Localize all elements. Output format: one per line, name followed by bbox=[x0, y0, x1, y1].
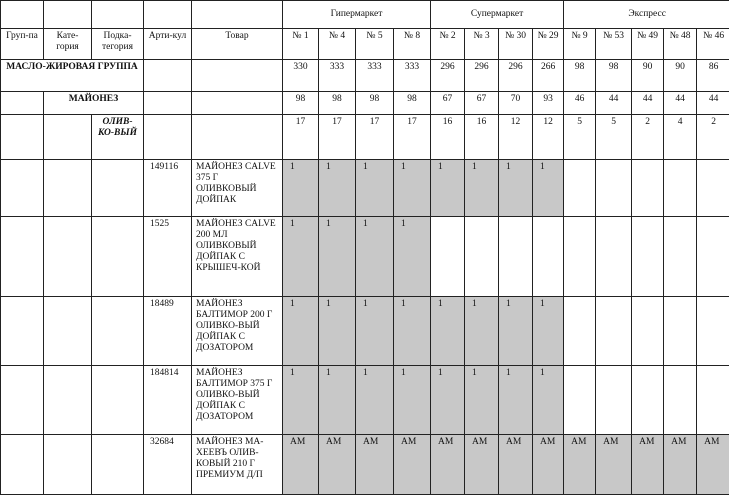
summary-label-category: МАЙОНЕЗ bbox=[44, 92, 144, 115]
empty-cell bbox=[92, 435, 144, 495]
value-cell: 266 bbox=[533, 60, 564, 92]
product-row bbox=[1, 366, 729, 435]
value-cell: 90 bbox=[632, 60, 664, 92]
value-cell: 1 bbox=[431, 160, 465, 217]
value-cell: 44 bbox=[664, 92, 697, 115]
value-cell: 1 bbox=[533, 297, 564, 366]
product-row bbox=[1, 217, 729, 297]
empty-cell bbox=[1, 366, 44, 435]
value-cell: АМ bbox=[394, 435, 431, 495]
header-empty-cell bbox=[1, 1, 44, 29]
value-cell: 86 bbox=[697, 60, 729, 92]
empty-cell bbox=[144, 60, 192, 92]
empty-cell bbox=[92, 366, 144, 435]
empty-cell bbox=[1, 115, 44, 160]
value-cell: 296 bbox=[465, 60, 499, 92]
value-cell bbox=[697, 366, 729, 435]
value-cell: АМ bbox=[632, 435, 664, 495]
value-cell: 17 bbox=[283, 115, 319, 160]
value-cell: 93 bbox=[533, 92, 564, 115]
value-cell: 44 bbox=[697, 92, 729, 115]
value-cell: 17 bbox=[319, 115, 356, 160]
value-cell: 1 bbox=[499, 366, 533, 435]
value-cell: 67 bbox=[465, 92, 499, 115]
value-cell bbox=[697, 297, 729, 366]
col-header-category: Кате-гория bbox=[44, 29, 92, 60]
product-row bbox=[1, 297, 729, 366]
value-cell: 12 bbox=[533, 115, 564, 160]
value-cell: 1 bbox=[465, 297, 499, 366]
value-cell bbox=[564, 217, 596, 297]
value-cell: 330 bbox=[283, 60, 319, 92]
value-cell: 1 bbox=[283, 366, 319, 435]
value-cell: 1 bbox=[431, 297, 465, 366]
value-cell: 1 bbox=[394, 366, 431, 435]
value-cell: 1 bbox=[356, 160, 394, 217]
value-cell bbox=[632, 217, 664, 297]
summary-row-olive bbox=[1, 115, 729, 160]
product-row bbox=[1, 160, 729, 217]
value-cell bbox=[664, 160, 697, 217]
store-header: № 49 bbox=[632, 29, 664, 60]
value-cell: 1 bbox=[394, 217, 431, 297]
value-cell: 1 bbox=[356, 366, 394, 435]
value-cell: 1 bbox=[356, 297, 394, 366]
store-header: № 4 bbox=[319, 29, 356, 60]
value-cell: 98 bbox=[564, 60, 596, 92]
empty-cell bbox=[1, 160, 44, 217]
value-cell: 46 bbox=[564, 92, 596, 115]
col-header-group: Груп-па bbox=[1, 29, 44, 60]
col-header-product: Товар bbox=[192, 29, 283, 60]
value-cell bbox=[564, 366, 596, 435]
value-cell: АМ bbox=[596, 435, 632, 495]
value-cell: 1 bbox=[394, 297, 431, 366]
value-cell: 1 bbox=[533, 160, 564, 217]
value-cell bbox=[664, 297, 697, 366]
value-cell: 333 bbox=[356, 60, 394, 92]
product-name-cell: МАЙОНЕЗ CALVE 200 МЛ ОЛИВКОВЫЙ ДОЙПАК С КРЫШЕЧ-КОЙ bbox=[192, 217, 283, 297]
empty-cell bbox=[1, 217, 44, 297]
empty-cell bbox=[44, 217, 92, 297]
value-cell: 5 bbox=[596, 115, 632, 160]
empty-cell bbox=[144, 115, 192, 160]
value-cell: АМ bbox=[564, 435, 596, 495]
header-empty-cell bbox=[92, 1, 144, 29]
value-cell: 2 bbox=[697, 115, 729, 160]
article-cell: 18489 bbox=[144, 297, 192, 366]
empty-cell bbox=[192, 92, 283, 115]
value-cell: 1 bbox=[499, 160, 533, 217]
empty-cell bbox=[1, 297, 44, 366]
value-cell: 12 bbox=[499, 115, 533, 160]
value-cell bbox=[632, 297, 664, 366]
value-cell: 1 bbox=[319, 297, 356, 366]
product-row bbox=[1, 435, 729, 495]
value-cell bbox=[465, 217, 499, 297]
store-header: № 3 bbox=[465, 29, 499, 60]
empty-cell bbox=[192, 60, 283, 92]
article-cell: 184814 bbox=[144, 366, 192, 435]
value-cell bbox=[564, 160, 596, 217]
empty-cell bbox=[92, 297, 144, 366]
empty-cell bbox=[1, 92, 44, 115]
product-name-cell: МАЙОНЕЗ МА-ХЕЕВЪ ОЛИВ-КОВЫЙ 210 Г ПРЕМИУМ Д/П bbox=[192, 435, 283, 495]
value-cell: 98 bbox=[319, 92, 356, 115]
value-cell bbox=[632, 366, 664, 435]
value-cell: 1 bbox=[319, 366, 356, 435]
summary-row-mayonnaise bbox=[1, 92, 729, 115]
value-cell: 1 bbox=[319, 217, 356, 297]
value-cell: 1 bbox=[394, 160, 431, 217]
supermarket-header: Супермаркет bbox=[431, 1, 564, 29]
value-cell: 1 bbox=[283, 217, 319, 297]
value-cell: 1 bbox=[465, 160, 499, 217]
article-cell: 149116 bbox=[144, 160, 192, 217]
value-cell: 2 bbox=[632, 115, 664, 160]
value-cell bbox=[533, 217, 564, 297]
value-cell: АМ bbox=[319, 435, 356, 495]
empty-cell bbox=[92, 160, 144, 217]
value-cell: 5 bbox=[564, 115, 596, 160]
express-header: Экспресс bbox=[564, 1, 729, 29]
header-row-columns bbox=[1, 29, 729, 60]
value-cell: 98 bbox=[356, 92, 394, 115]
value-cell: АМ bbox=[283, 435, 319, 495]
article-cell: 1525 bbox=[144, 217, 192, 297]
value-cell: АМ bbox=[697, 435, 729, 495]
value-cell bbox=[697, 217, 729, 297]
value-cell: АМ bbox=[431, 435, 465, 495]
empty-cell bbox=[92, 217, 144, 297]
empty-cell bbox=[44, 115, 92, 160]
store-header: № 53 bbox=[596, 29, 632, 60]
empty-cell bbox=[44, 366, 92, 435]
value-cell: 17 bbox=[356, 115, 394, 160]
store-header: № 2 bbox=[431, 29, 465, 60]
value-cell: АМ bbox=[533, 435, 564, 495]
store-header: № 29 bbox=[533, 29, 564, 60]
header-empty-cell bbox=[192, 1, 283, 29]
value-cell: 333 bbox=[394, 60, 431, 92]
value-cell: 98 bbox=[394, 92, 431, 115]
value-cell: АМ bbox=[356, 435, 394, 495]
hypermarket-header: Гипермаркет bbox=[283, 1, 431, 29]
store-header: № 48 bbox=[664, 29, 697, 60]
header-row-groups bbox=[1, 1, 729, 29]
value-cell: 1 bbox=[319, 160, 356, 217]
value-cell: АМ bbox=[465, 435, 499, 495]
value-cell: 98 bbox=[283, 92, 319, 115]
value-cell bbox=[596, 297, 632, 366]
summary-row-oil-fat bbox=[1, 60, 729, 92]
header-empty-cell bbox=[144, 1, 192, 29]
value-cell: 67 bbox=[431, 92, 465, 115]
value-cell: 16 bbox=[431, 115, 465, 160]
value-cell: 1 bbox=[499, 297, 533, 366]
empty-cell bbox=[192, 115, 283, 160]
value-cell: 98 bbox=[596, 60, 632, 92]
value-cell: 1 bbox=[533, 366, 564, 435]
value-cell: 4 bbox=[664, 115, 697, 160]
store-header: № 9 bbox=[564, 29, 596, 60]
value-cell bbox=[499, 217, 533, 297]
value-cell: 1 bbox=[465, 366, 499, 435]
value-cell: 296 bbox=[499, 60, 533, 92]
summary-label-subcategory: ОЛИВ-КО-ВЫЙ bbox=[92, 115, 144, 160]
empty-cell bbox=[144, 92, 192, 115]
value-cell bbox=[431, 217, 465, 297]
header-empty-cell bbox=[44, 1, 92, 29]
value-cell: АМ bbox=[664, 435, 697, 495]
value-cell bbox=[596, 366, 632, 435]
store-header: № 5 bbox=[356, 29, 394, 60]
value-cell bbox=[664, 217, 697, 297]
product-name-cell: МАЙОНЕЗ CALVE 375 Г ОЛИВКОВЫЙ ДОЙПАК bbox=[192, 160, 283, 217]
value-cell: 90 bbox=[664, 60, 697, 92]
store-header: № 1 bbox=[283, 29, 319, 60]
value-cell: 70 bbox=[499, 92, 533, 115]
store-header: № 8 bbox=[394, 29, 431, 60]
value-cell bbox=[697, 160, 729, 217]
store-header: № 46 bbox=[697, 29, 729, 60]
col-header-article: Арти-кул bbox=[144, 29, 192, 60]
empty-cell bbox=[44, 435, 92, 495]
value-cell: 1 bbox=[283, 160, 319, 217]
value-cell: 44 bbox=[596, 92, 632, 115]
value-cell: 296 bbox=[431, 60, 465, 92]
value-cell: 16 bbox=[465, 115, 499, 160]
empty-cell bbox=[44, 297, 92, 366]
value-cell: 1 bbox=[356, 217, 394, 297]
value-cell bbox=[664, 366, 697, 435]
value-cell: 1 bbox=[431, 366, 465, 435]
value-cell: 1 bbox=[283, 297, 319, 366]
value-cell bbox=[596, 160, 632, 217]
value-cell bbox=[632, 160, 664, 217]
value-cell: 333 bbox=[319, 60, 356, 92]
value-cell bbox=[564, 297, 596, 366]
product-name-cell: МАЙОНЕЗ БАЛТИМОР 200 Г ОЛИВКО-ВЫЙ ДОЙПАК С ДОЗАТОРОМ bbox=[192, 297, 283, 366]
empty-cell bbox=[1, 435, 44, 495]
summary-label-group: МАСЛО-ЖИРОВАЯ ГРУППА bbox=[1, 60, 144, 92]
value-cell: АМ bbox=[499, 435, 533, 495]
value-cell bbox=[596, 217, 632, 297]
value-cell: 17 bbox=[394, 115, 431, 160]
value-cell: 44 bbox=[632, 92, 664, 115]
empty-cell bbox=[44, 160, 92, 217]
store-header: № 30 bbox=[499, 29, 533, 60]
col-header-subcategory: Подка-тегория bbox=[92, 29, 144, 60]
article-cell: 32684 bbox=[144, 435, 192, 495]
product-name-cell: МАЙОНЕЗ БАЛТИМОР 375 Г ОЛИВКО-ВЫЙ ДОЙПАК С ДОЗАТОРОМ bbox=[192, 366, 283, 435]
